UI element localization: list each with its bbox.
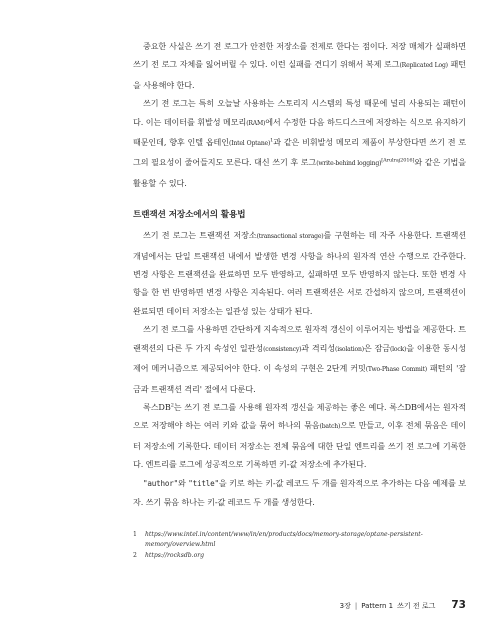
paragraph-text: 쓰기 전 로그를 사용하면 간단하게 지속적으로 원자적 갱신이 이루어지는 방법을 제공한다. 트랜잭션의 다른 두 가지 속성인 일관성	[133, 324, 466, 353]
footnote-link[interactable]: https://rocksdb.org	[145, 551, 205, 559]
footer-part-title: 쓰기 전 로그	[397, 602, 436, 610]
paragraph-atomic-updates	[133, 320, 466, 398]
page-footer	[340, 599, 466, 611]
paragraph-text: 중요한 사실은 쓰기 전 로그가 안전한 저장소를 전제로 한다는 점이다. 저장 매체가 실패하면 쓰기 전 로그 자체를 잃어버릴 수 있다. 이런 실패를 견디기 위해서 복제 로그	[133, 41, 466, 70]
english-term: (transactional storage)	[256, 233, 324, 241]
paragraph-text: 록스DB	[143, 401, 171, 412]
paragraph-text: 쓰기 전 로그는 특히 오늘날 사용하는 스토리지 시스템의 특성 때문에 널리 사용되는 패턴이다. 이는 데이터를 휘발성 메모리	[133, 98, 466, 127]
body-text	[133, 37, 466, 511]
section-heading: 트랜잭션 저장소에서의 활용법	[133, 210, 246, 221]
paragraph-text: 에서 수정한 다음 하드디스크에 저장하는 식으로 유지하기 때문인데, 향후 인텔 옵테인	[133, 116, 466, 148]
paragraph-rocksdb	[133, 398, 466, 474]
paragraph-text: 과 격리성	[301, 342, 336, 353]
english-term: (consistency)	[263, 345, 302, 353]
paragraph-text: 와 같은 기법을 활용할 수 있다.	[133, 157, 466, 188]
footnote-number: 1	[133, 531, 137, 538]
english-term: (Two-Phase Commit)	[365, 366, 427, 374]
paragraph-text: 으로 만들고, 이후 전체 묶음은 데이터 저장소에 기록한다. 데이터 저장소는 전체 묶음에 대한 단일 엔트리를 쓰기 전 로그에 기록한다. 엔트리를 로그에 성공적으로 기록하면 키-값 저장소에 추가된다.	[133, 420, 466, 470]
paragraph-transactional-storage	[133, 226, 466, 320]
footnote-ref-2[interactable]: 2	[170, 402, 174, 409]
paragraph-text: 을 이용한 동시성 제어 메커니즘으로 제공되어야 한다. 이 속성의 구현은 2단계 커밋	[133, 342, 466, 374]
english-term: (RAM)	[246, 119, 266, 127]
paragraph-text: 는 쓰기 전 로그를 사용해 원자적 갱신을 제공하는 좋은 예다. 록스DB에서는 원자적으로 저장해야 하는 여러 키와 값을 묶어 하나의 묶음	[133, 401, 466, 431]
footer-chapter: 3장	[339, 602, 351, 610]
english-term: (lock)	[389, 345, 407, 353]
paragraph-text: 은 잠금	[363, 342, 390, 353]
english-term: (isolation)	[335, 345, 364, 353]
english-term: (batch)	[319, 423, 341, 431]
english-term: (write-behind logging)	[316, 160, 382, 168]
paragraph-text: 를 구현하는 데 자주 사용한다. 트랜잭션 개념에서는 단일 트랜잭션 내에서 발생한 변경 사항을 하나의 원자적 연산 수행으로 간주한다. 변경 사항은 트랜잭션을 완료하면 모두 반영하고, 실패하면 모두 반영하지 않는다. 또한 변경 사항을 한 번 반영하면 변경 사항은 지속된다. 여러 트랜잭션은 서로 간섭하지 않으며, 트랜잭션이 완료되면 데이터 저장소는 일관성 있는 상태가 된다.	[133, 230, 466, 316]
paragraph-safe-storage	[133, 37, 466, 94]
paragraph-example-intro	[133, 474, 466, 512]
paragraph-text: 쓰기 전 로그는 트랜잭션 저장소	[143, 230, 257, 241]
paragraph-text: 패턴을 사용해야 한다.	[133, 59, 466, 90]
english-term: (Intel Optane)	[229, 140, 271, 148]
footer-separator: |	[354, 602, 358, 610]
footnote-1	[133, 530, 466, 551]
footer-part: Pattern 1	[361, 602, 394, 610]
inline-code-author: "author"	[143, 478, 178, 488]
paragraph-text: 을 키로 하는 키-값 레코드 두 개를 원자적으로 추가하는 다음 예제를 보자. 쓰기 묶음 하나는 키-값 레코드 두 개를 생성한다.	[133, 477, 466, 507]
inline-code-title: "title"	[188, 478, 219, 488]
citation-ref: [Arulraj2016]	[381, 157, 415, 164]
paragraph-text: 와	[177, 477, 189, 488]
page-number: 73	[451, 599, 466, 611]
footnotes	[133, 530, 466, 561]
footnote-number: 2	[133, 551, 137, 559]
english-term: (Replicated Log)	[399, 62, 448, 70]
footnote-ref-1[interactable]: 1	[270, 137, 274, 144]
footnote-link[interactable]: https://www.intel.in/content/www/in/en/products/docs/memory-storage/optane-persistent-memory/overview.html	[145, 531, 423, 549]
paragraph-text: 패턴의 '잠금과 트랜잭션 격리' 절에서 다룬다.	[133, 363, 466, 394]
paragraph-text: 과 같은 비휘발성 메모리 제품이 부상한다면 쓰기 전 로그의 필요성이 줄어들지도 모른다. 대신 쓰기 후 로그	[133, 137, 467, 168]
paragraph-storage-systems	[133, 94, 466, 192]
footnote-2	[133, 551, 466, 561]
